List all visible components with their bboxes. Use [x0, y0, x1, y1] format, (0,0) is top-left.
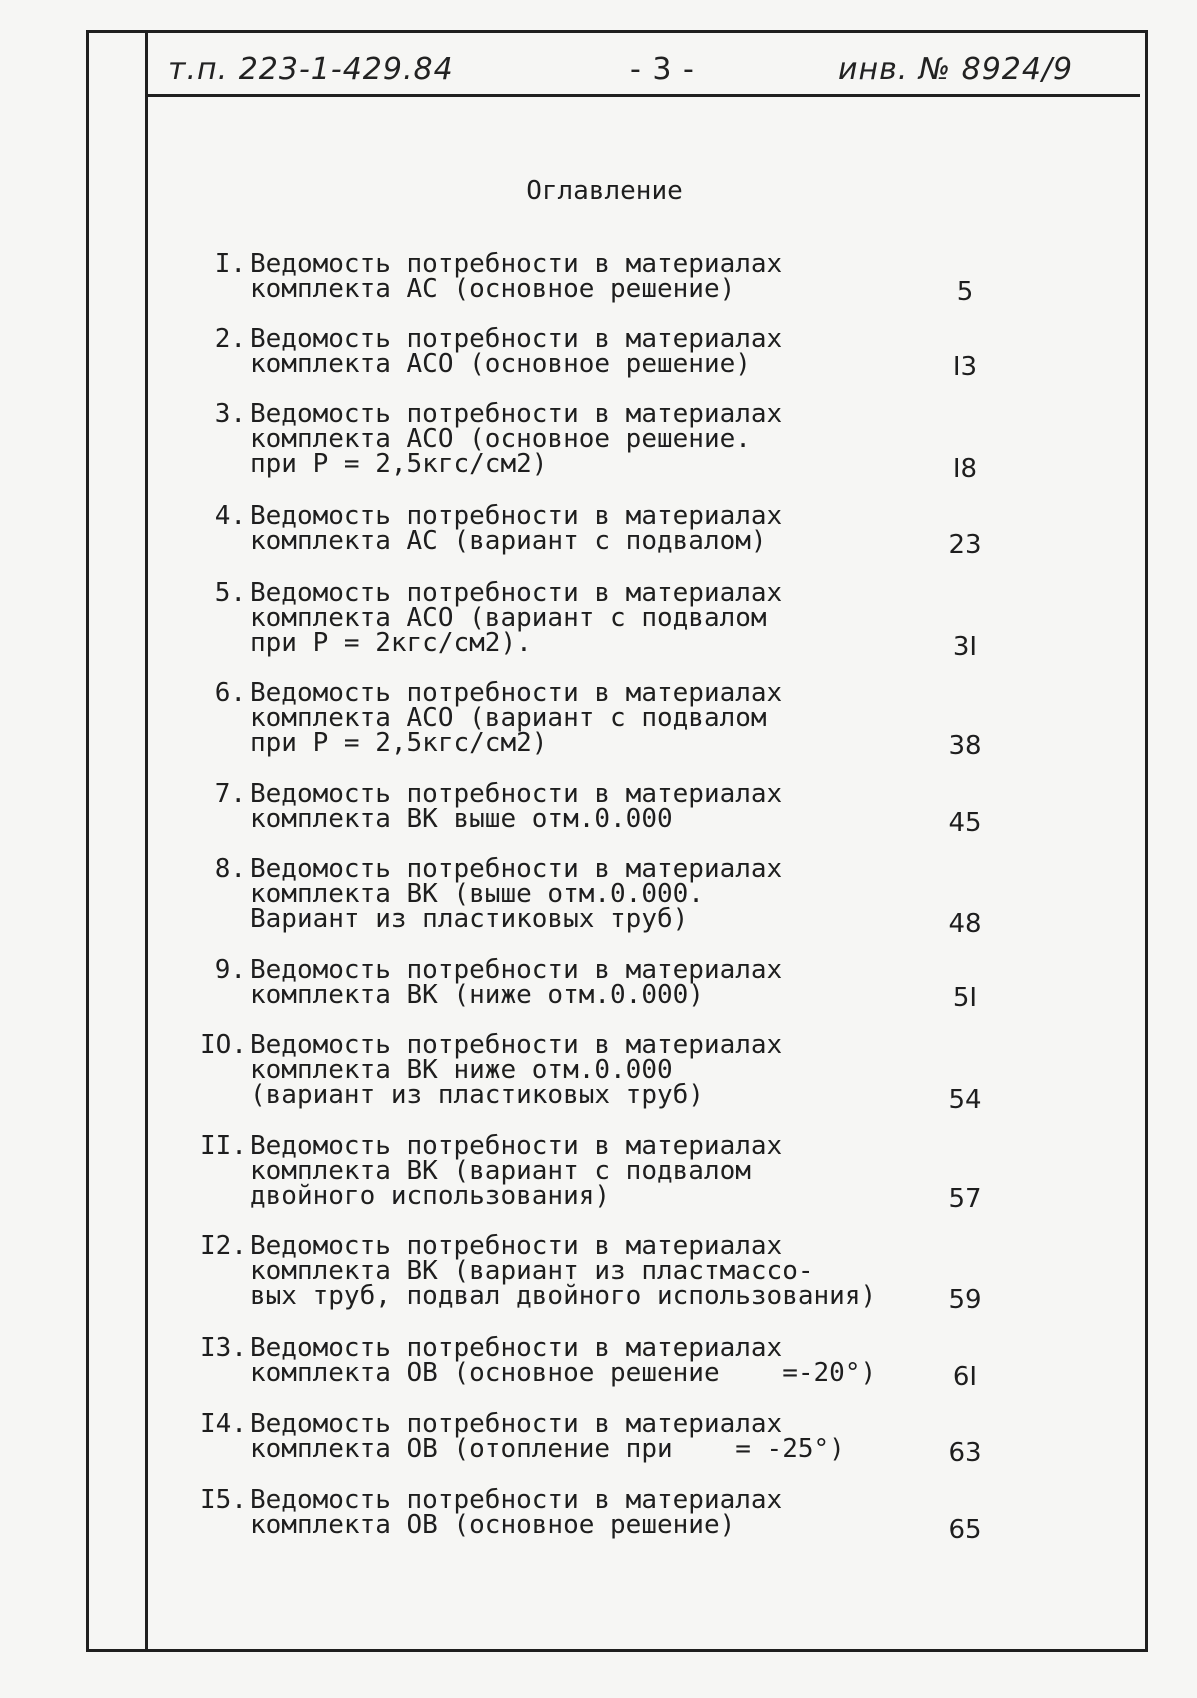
toc-entry-text: Ведомость потребности в материалах — [250, 1409, 783, 1439]
toc-entry-text: комплекта ВК (ниже отм.0.000) — [250, 980, 704, 1010]
toc-entry-text: комплекта АС (основное решение) — [250, 274, 736, 304]
toc-entry-number: 5. — [214, 578, 246, 608]
toc-entry-text: Ведомость потребности в материалах — [250, 1030, 783, 1060]
toc-entry-text: Ведомость потребности в материалах — [250, 399, 783, 429]
toc-entry-number: IO. — [200, 1030, 247, 1060]
toc-entry-page: 45 — [948, 808, 982, 838]
toc-entry-text: Ведомость потребности в материалах — [250, 1333, 783, 1363]
toc-entry-text: комплекта ВК выше отм.0.000 — [250, 804, 673, 834]
toc-entry-text: Ведомость потребности в материалах — [250, 955, 783, 985]
toc-entry-number: I4. — [200, 1409, 247, 1439]
toc-entry-text: комплекта АС (вариант с подвалом) — [250, 526, 767, 556]
toc-entry-page: 59 — [948, 1285, 982, 1315]
toc-entry-text: при Р = 2кгс/см2). — [250, 628, 532, 658]
toc-entry-number: II. — [200, 1131, 247, 1161]
toc-entry-page: 57 — [948, 1184, 982, 1214]
page-number: - 3 - — [630, 52, 695, 87]
toc-entry-text: Ведомость потребности в материалах — [250, 779, 783, 809]
toc-entry-text: комплекта АСО (вариант с подвалом — [250, 603, 767, 633]
toc-entry-number: 2. — [214, 324, 246, 354]
toc-entry-number: I5. — [200, 1485, 247, 1515]
doc-number: т.п. 223-1-429.84 — [168, 52, 454, 87]
toc-entry-text: Ведомость потребности в материалах — [250, 1231, 783, 1261]
toc-entry-text: Ведомость потребности в материалах — [250, 854, 783, 884]
toc-entry-text: Ведомость потребности в материалах — [250, 324, 783, 354]
toc-entry-number: 9. — [214, 955, 246, 985]
toc-entry-text: Ведомость потребности в материалах — [250, 1131, 783, 1161]
toc-entry-page: 65 — [948, 1515, 982, 1545]
toc-entry-number: 4. — [214, 501, 246, 531]
toc-entry-text: комплекта ВК (вариант из пластмассо- — [250, 1256, 814, 1286]
toc-entry-number: I2. — [200, 1231, 247, 1261]
toc-entry-page: 5I — [952, 983, 978, 1013]
toc-entry-text: Ведомость потребности в материалах — [250, 578, 783, 608]
toc-entry-text: комплекта АСО (основное решение. — [250, 424, 751, 454]
toc-entry-text: комплекта ВК ниже отм.0.000 — [250, 1055, 673, 1085]
toc-entry-number: 3. — [214, 399, 246, 429]
inventory-number: инв. № 8924/9 — [838, 52, 1074, 87]
toc-entry-text: Ведомость потребности в материалах — [250, 501, 783, 531]
toc-entry-page: 54 — [948, 1085, 982, 1115]
toc-entry-number: I. — [214, 249, 246, 279]
toc-entry-text: Ведомость потребности в материалах — [250, 1485, 783, 1515]
toc-entry-page: I3 — [952, 352, 978, 382]
toc-entry-page: 23 — [948, 530, 982, 560]
toc-entry-text: комплекта ВК (вариант с подвалом — [250, 1156, 751, 1186]
toc-entry-page: 3I — [952, 632, 978, 662]
toc-entry-page: 63 — [948, 1438, 982, 1468]
toc-entry-number: 7. — [214, 779, 246, 809]
toc-entry-text: комплекта АСО (основное решение) — [250, 349, 751, 379]
toc-entry-text: при Р = 2,5кгс/см2) — [250, 449, 548, 479]
toc-entry-text: при Р = 2,5кгс/см2) — [250, 728, 548, 758]
toc-entry-page: 48 — [948, 909, 982, 939]
toc-entry-number: I3. — [200, 1333, 247, 1363]
toc-entry-number: 8. — [214, 854, 246, 884]
toc-entry-text: Ведомость потребности в материалах — [250, 678, 783, 708]
toc-entry-text: Ведомость потребности в материалах — [250, 249, 783, 279]
toc-entry-text: комплекта ОВ (отопление при = -25°) — [250, 1434, 845, 1464]
toc-entry-text: комплекта ОВ (основное решение) — [250, 1510, 736, 1540]
toc-title: Оглавление — [526, 176, 683, 206]
toc-entry-page: 38 — [948, 731, 982, 761]
toc-entry-page: 6I — [952, 1362, 978, 1392]
toc-entry-text: комплекта ВК (выше отм.0.000. — [250, 879, 704, 909]
toc-entry-text: комплекта АСО (вариант с подвалом — [250, 703, 767, 733]
toc-entry-text: вых труб, подвал двойного использования) — [250, 1281, 877, 1311]
toc-entry-text: комплекта ОВ (основное решение =-20°) — [250, 1358, 877, 1388]
toc-entry-page: 5 — [956, 277, 974, 307]
toc-entry-text: двойного использования) — [250, 1181, 611, 1211]
toc-entry-text: (вариант из пластиковых труб) — [250, 1080, 704, 1110]
toc-entry-number: 6. — [214, 678, 246, 708]
toc-entry-text: Вариант из пластиковых труб) — [250, 904, 689, 934]
toc-entry-page: I8 — [952, 454, 978, 484]
